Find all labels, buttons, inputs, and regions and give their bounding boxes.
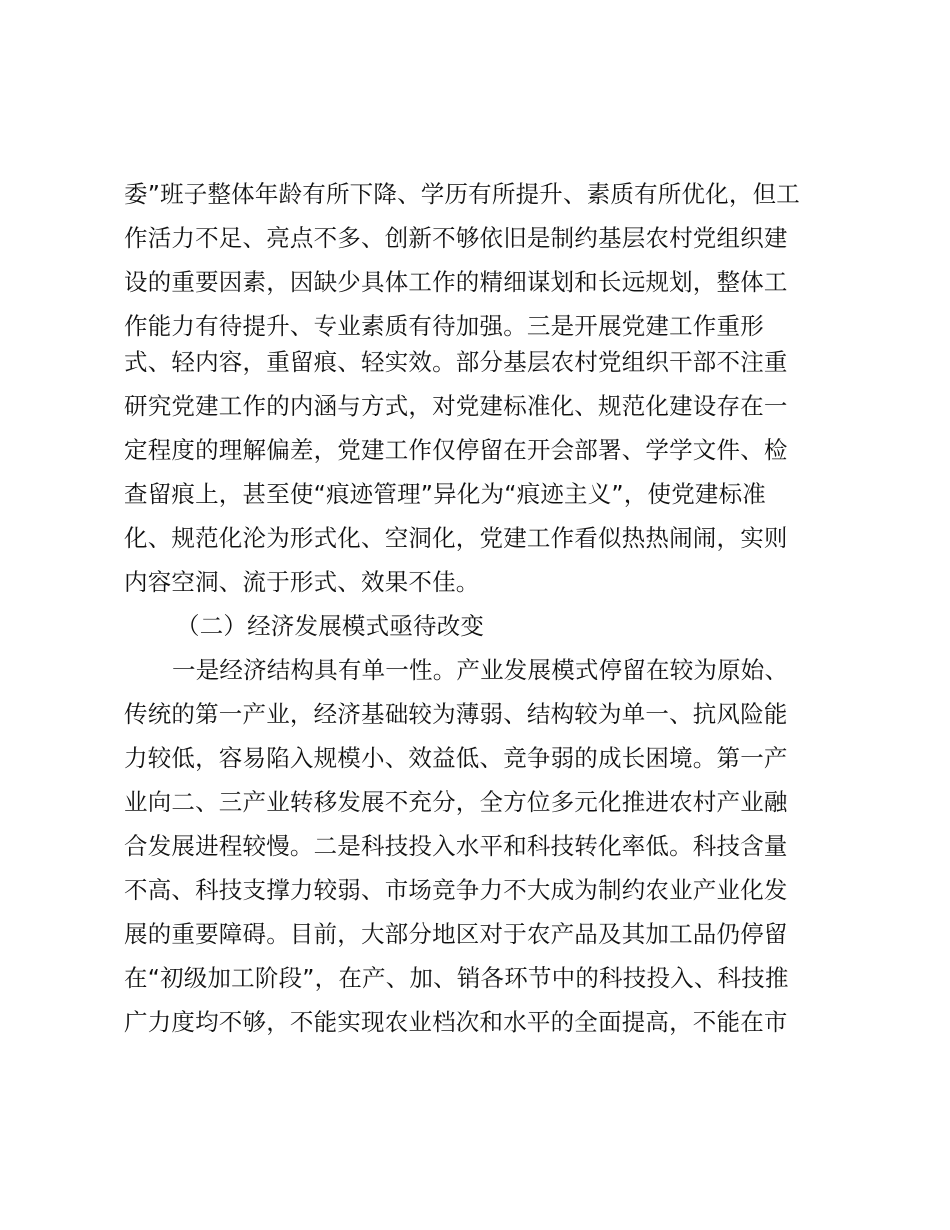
paragraph-line: 广力度均不够，不能实现农业档次和水平的全面提高，不能在市: [124, 1008, 788, 1036]
paragraph-line: 力较低，容易陷入规模小、效益低、竞争弱的成长困境。第一产: [124, 744, 788, 772]
paragraph-line: 作能力有待提升、专业素质有待加强。三是开展党建工作重形: [124, 312, 764, 340]
paragraph-line: 委”班子整体年龄有所下降、学历有所提升、素质有所优化，但工: [124, 180, 800, 208]
paragraph-line: 定程度的理解偏差，党建工作仅停留在开会部署、学学文件、检: [124, 436, 788, 464]
paragraph-line: 一是经济结构具有单一性。产业发展模式停留在较为原始、: [172, 656, 789, 684]
paragraph-line: 内容空洞、流于形式、效果不佳。: [124, 568, 480, 596]
paragraph-line: 设的重要因素，因缺少具体工作的精细谋划和长远规划，整体工: [124, 268, 788, 296]
paragraph-line: 展的重要障碍。目前，大部分地区对于农产品及其加工品仍停留: [124, 920, 788, 948]
paragraph-line: 传统的第一产业，经济基础较为薄弱、结构较为单一、抗风险能: [124, 700, 788, 728]
section-heading: （二）经济发展模式亟待改变: [176, 612, 485, 640]
paragraph-line: 作活力不足、亮点不多、创新不够依旧是制约基层农村党组织建: [124, 224, 788, 252]
paragraph-line: 研究党建工作的内涵与方式，对党建标准化、规范化建设存在一: [124, 392, 788, 420]
paragraph-line: 式、轻内容，重留痕、轻实效。部分基层农村党组织干部不注重: [124, 348, 788, 376]
paragraph-line: 不高、科技支撑力较弱、市场竞争力不大成为制约农业产业化发: [124, 876, 788, 904]
paragraph-line: 在“初级加工阶段”，在产、加、销各环节中的科技投入、科技推: [124, 964, 789, 992]
paragraph-line: 业向二、三产业转移发展不充分，全方位多元化推进农村产业融: [124, 788, 788, 816]
paragraph-line: 合发展进程较慢。二是科技投入水平和科技转化率低。科技含量: [124, 832, 788, 860]
paragraph-line: 化、规范化沦为形式化、空洞化，党建工作看似热热闹闹，实则: [124, 524, 788, 552]
paragraph-line: 查留痕上，甚至使“痕迹管理”异化为“痕迹主义”，使党建标准: [124, 480, 766, 508]
